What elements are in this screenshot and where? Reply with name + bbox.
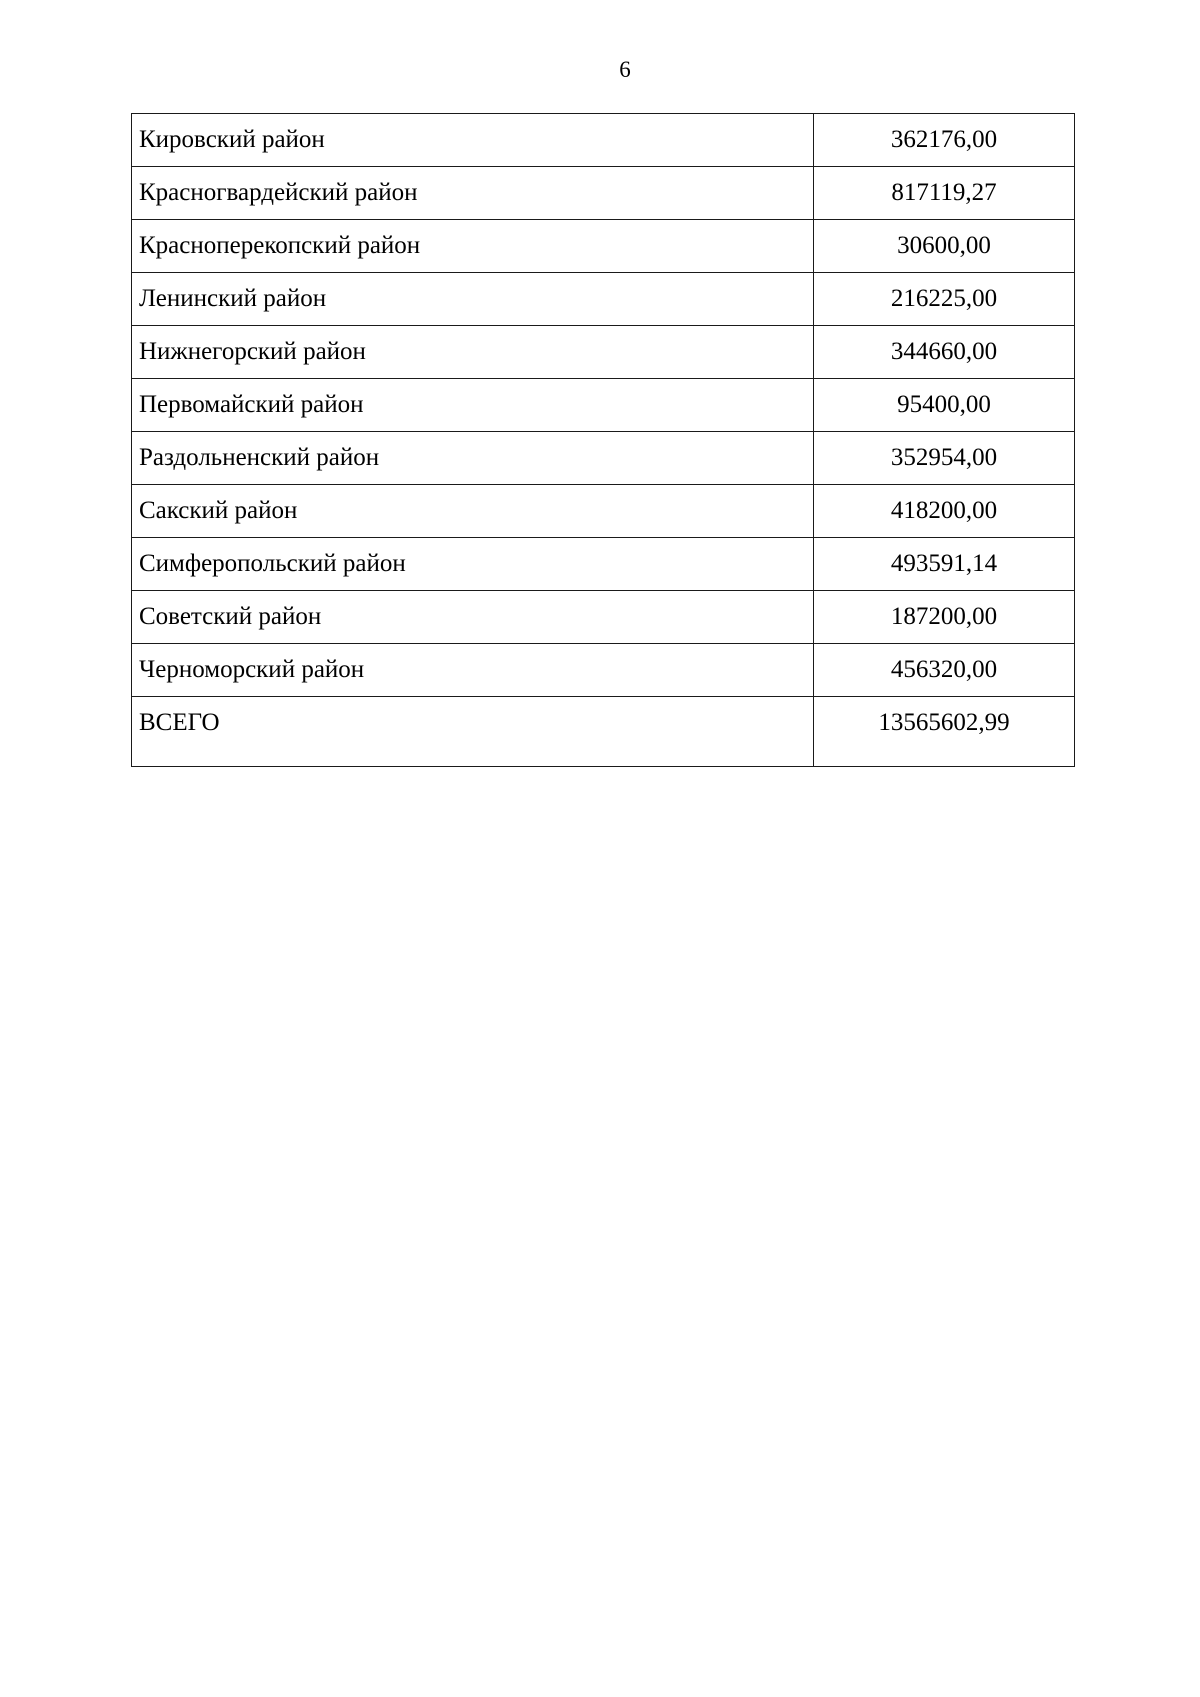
total-row (132, 697, 1075, 767)
district-amount: 817119,27 (814, 167, 1075, 220)
total-label: ВСЕГО (132, 697, 814, 767)
table-row (132, 114, 1075, 167)
total-amount: 13565602,99 (814, 697, 1075, 767)
district-amount: 344660,00 (814, 326, 1075, 379)
table-row (132, 379, 1075, 432)
district-amount: 418200,00 (814, 485, 1075, 538)
district-name: Кировский район (132, 114, 814, 167)
district-name: Нижнегорский район (132, 326, 814, 379)
table-row (132, 326, 1075, 379)
table-row (132, 220, 1075, 273)
page-number: 6 (619, 57, 631, 82)
table-row (132, 432, 1075, 485)
district-amount: 95400,00 (814, 379, 1075, 432)
district-amount: 216225,00 (814, 273, 1075, 326)
table-row (132, 273, 1075, 326)
district-name: Красногвардейский район (132, 167, 814, 220)
district-amounts-table (131, 113, 1075, 767)
district-amount: 352954,00 (814, 432, 1075, 485)
district-name: Черноморский район (132, 644, 814, 697)
table-row (132, 591, 1075, 644)
district-name: Сакский район (132, 485, 814, 538)
district-amount: 187200,00 (814, 591, 1075, 644)
district-amount: 456320,00 (814, 644, 1075, 697)
table-row (132, 485, 1075, 538)
table-row (132, 167, 1075, 220)
district-amount: 493591,14 (814, 538, 1075, 591)
district-name: Советский район (132, 591, 814, 644)
district-name: Красноперекопский район (132, 220, 814, 273)
district-name: Ленинский район (132, 273, 814, 326)
table-row (132, 644, 1075, 697)
district-amount: 30600,00 (814, 220, 1075, 273)
district-name: Раздольненский район (132, 432, 814, 485)
table-row (132, 538, 1075, 591)
district-amount: 362176,00 (814, 114, 1075, 167)
district-name: Симферопольский район (132, 538, 814, 591)
district-name: Первомайский район (132, 379, 814, 432)
